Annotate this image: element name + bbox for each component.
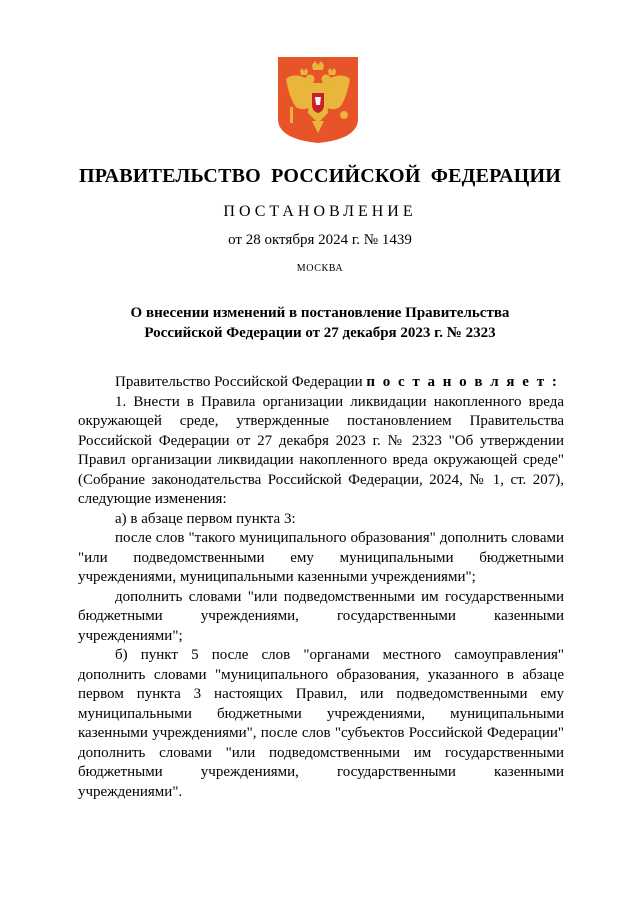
document-body: [78, 373, 564, 802]
body-paragraph: а) в абзаце первом пункта 3:: [115, 510, 296, 527]
body-paragraph: б) пункт 5 после слов "органами местного самоуправления" дополнить словами "муниципального образования, указанного в абзаце первом пункта 3 настоящих Правил, или подведомственными ему муниципальными бюджетными учреждениями, муниципальными казенными учреждениями", после слов "субъектов Российской Федерации" дополнить словами "или подведомственными им государственными бюджетными учреждениями, государственными казенными учреждениями".: [78, 647, 564, 800]
body-paragraph: дополнить словами "или подведомственными им государственными бюджетными учреждениями, государственными казенными учреждениями";: [78, 588, 564, 644]
document-subject: [60, 303, 580, 343]
document-date-number: от 28 октября 2024 г. № 1439: [228, 232, 412, 248]
document-type: ПОСТАНОВЛЕНИЕ: [223, 203, 417, 220]
preamble-emphasis: п о с т а н о в л я е т :: [366, 374, 559, 390]
body-paragraph: 1. Внести в Правила организации ликвидации накопленного вреда окружающей среде, утвержденные постановлением Правительства Российской Федерации от 27 декабря 2023 г. № 2323 "Об утверждении Правил организации ликвидации накопленного вреда окружающей среде" (Собрание законодательства Российской Федерации, 2024, № 1, ст. 207), следующие изменения:: [78, 393, 564, 507]
body-paragraph: после слов "такого муниципального образования" дополнить словами "или подведомственными ему муниципальными бюджетными учреждениями, муниципальными казенными учреждениями";: [78, 530, 564, 585]
subject-line-2: Российской Федерации от 27 декабря 2023 г. № 2323: [144, 325, 496, 341]
preamble-paragraph: [78, 373, 564, 393]
document-city: МОСКВА: [296, 263, 344, 274]
coat-of-arms-icon: [276, 55, 360, 145]
preamble-text: Правительство Российской Федерации: [115, 374, 367, 390]
government-title: ПРАВИТЕЛЬСТВО РОССИЙСКОЙ ФЕДЕРАЦИИ: [79, 165, 561, 187]
subject-line-1: О внесении изменений в постановление Правительства: [130, 305, 510, 321]
